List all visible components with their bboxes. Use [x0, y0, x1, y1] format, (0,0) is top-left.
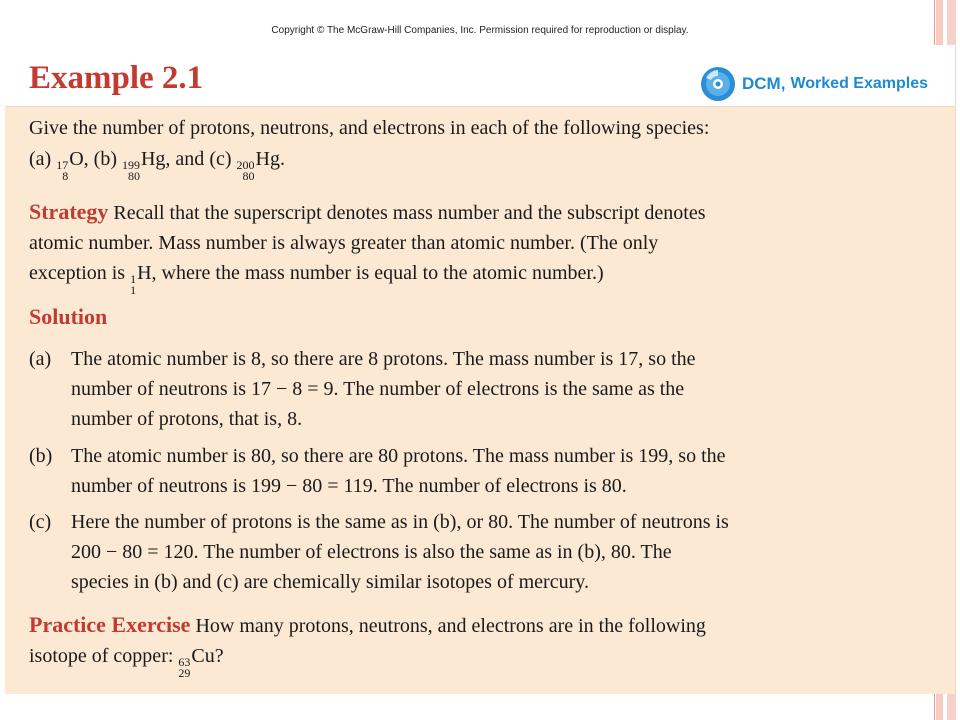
- isotope-notation: [237, 144, 285, 182]
- mass-number: 199: [121, 158, 140, 172]
- strategy-text-3-pre: exception is: [29, 262, 126, 284]
- strategy-line-2: atomic number. Mass number is always greater than atomic number. (The only: [29, 232, 659, 254]
- solution-line: 200 − 80 = 120. The number of electrons is also the same as in (b), 80. The: [71, 541, 672, 563]
- atomic-number: 80: [242, 169, 255, 183]
- question-b-label: (b): [93, 148, 117, 170]
- solution-heading: Solution: [29, 304, 108, 329]
- atomic-number: 8: [62, 169, 69, 183]
- solution-line: number of protons, that is, 8.: [71, 408, 303, 430]
- mass-number: 200: [236, 158, 255, 172]
- slide-header: [5, 45, 955, 106]
- solution-line: The atomic number is 80, so there are 80 protons. The mass number is 199, so the: [71, 445, 726, 467]
- practice-line-1: [29, 610, 706, 641]
- example-slide: [5, 45, 955, 693]
- solution-item-body: [71, 344, 931, 434]
- question-a-label: (a): [29, 148, 52, 170]
- atomic-number: 29: [178, 666, 191, 680]
- dcm-label: DCM,: [742, 74, 786, 93]
- practice-heading: Practice Exercise: [29, 612, 191, 637]
- solution-item-body: [71, 441, 931, 501]
- practice-line-2: [29, 641, 224, 679]
- mass-number: 1: [130, 272, 137, 286]
- solution-item-label: (b): [29, 445, 53, 467]
- solution-line: number of neutrons is 17 − 8 = 9. The number of electrons is the same as the: [71, 378, 685, 400]
- solution-item-label: (c): [29, 511, 52, 533]
- practice-text-2-pre: isotope of copper:: [29, 645, 174, 667]
- strategy-line-3: [29, 258, 604, 296]
- solution-line: Here the number of protons is the same as in (b), or 80. The number of neutrons is: [71, 511, 729, 533]
- solution-line: species in (b) and (c) are chemically similar isotopes of mercury.: [71, 571, 589, 593]
- dcm-label-rest: Worked Examples: [790, 75, 928, 92]
- atomic-number: 1: [130, 283, 137, 297]
- example-content: [5, 106, 955, 694]
- element-symbol: Hg, and: [140, 148, 205, 170]
- strategy-line-1: [29, 197, 706, 228]
- solution-item-body: [71, 507, 931, 597]
- atomic-number: 80: [127, 169, 140, 183]
- practice-text-1: How many protons, neutrons, and electrons are in the following: [195, 615, 706, 637]
- mass-number: 17: [56, 158, 69, 172]
- cd-disc-icon: [700, 66, 736, 102]
- strategy-heading: Strategy: [29, 199, 109, 224]
- solution-line: number of neutrons is 199 − 80 = 119. The number of electrons is 80.: [71, 475, 627, 497]
- element-symbol: Cu?: [191, 645, 224, 667]
- dcm-worked-examples-link[interactable]: [700, 66, 928, 102]
- question-line-1: Give the number of protons, neutrons, and electrons in each of the following species:: [29, 117, 710, 139]
- solution-item-label: (a): [29, 348, 52, 370]
- question-line-2: [29, 144, 285, 182]
- strategy-text-1: Recall that the superscript denotes mass number and the subscript denotes: [113, 202, 706, 224]
- example-title: Example 2.1: [29, 60, 204, 96]
- element-symbol: O,: [69, 148, 89, 170]
- isotope-notation: [178, 641, 223, 679]
- mass-number: 63: [178, 655, 191, 669]
- copyright-notice: Copyright © The McGraw-Hill Companies, Inc. Permission required for reproduction or display.: [271, 25, 689, 36]
- question-c-label: (c): [209, 148, 232, 170]
- isotope-notation: [122, 144, 204, 182]
- element-symbol: Hg.: [255, 148, 285, 170]
- isotope-notation: [130, 258, 604, 296]
- solution-line: The atomic number is 8, so there are 8 protons. The mass number is 17, so the: [71, 348, 696, 370]
- strategy-text-3-post: H, where the mass number is equal to the atomic number.): [137, 262, 604, 284]
- isotope-notation: [56, 144, 88, 182]
